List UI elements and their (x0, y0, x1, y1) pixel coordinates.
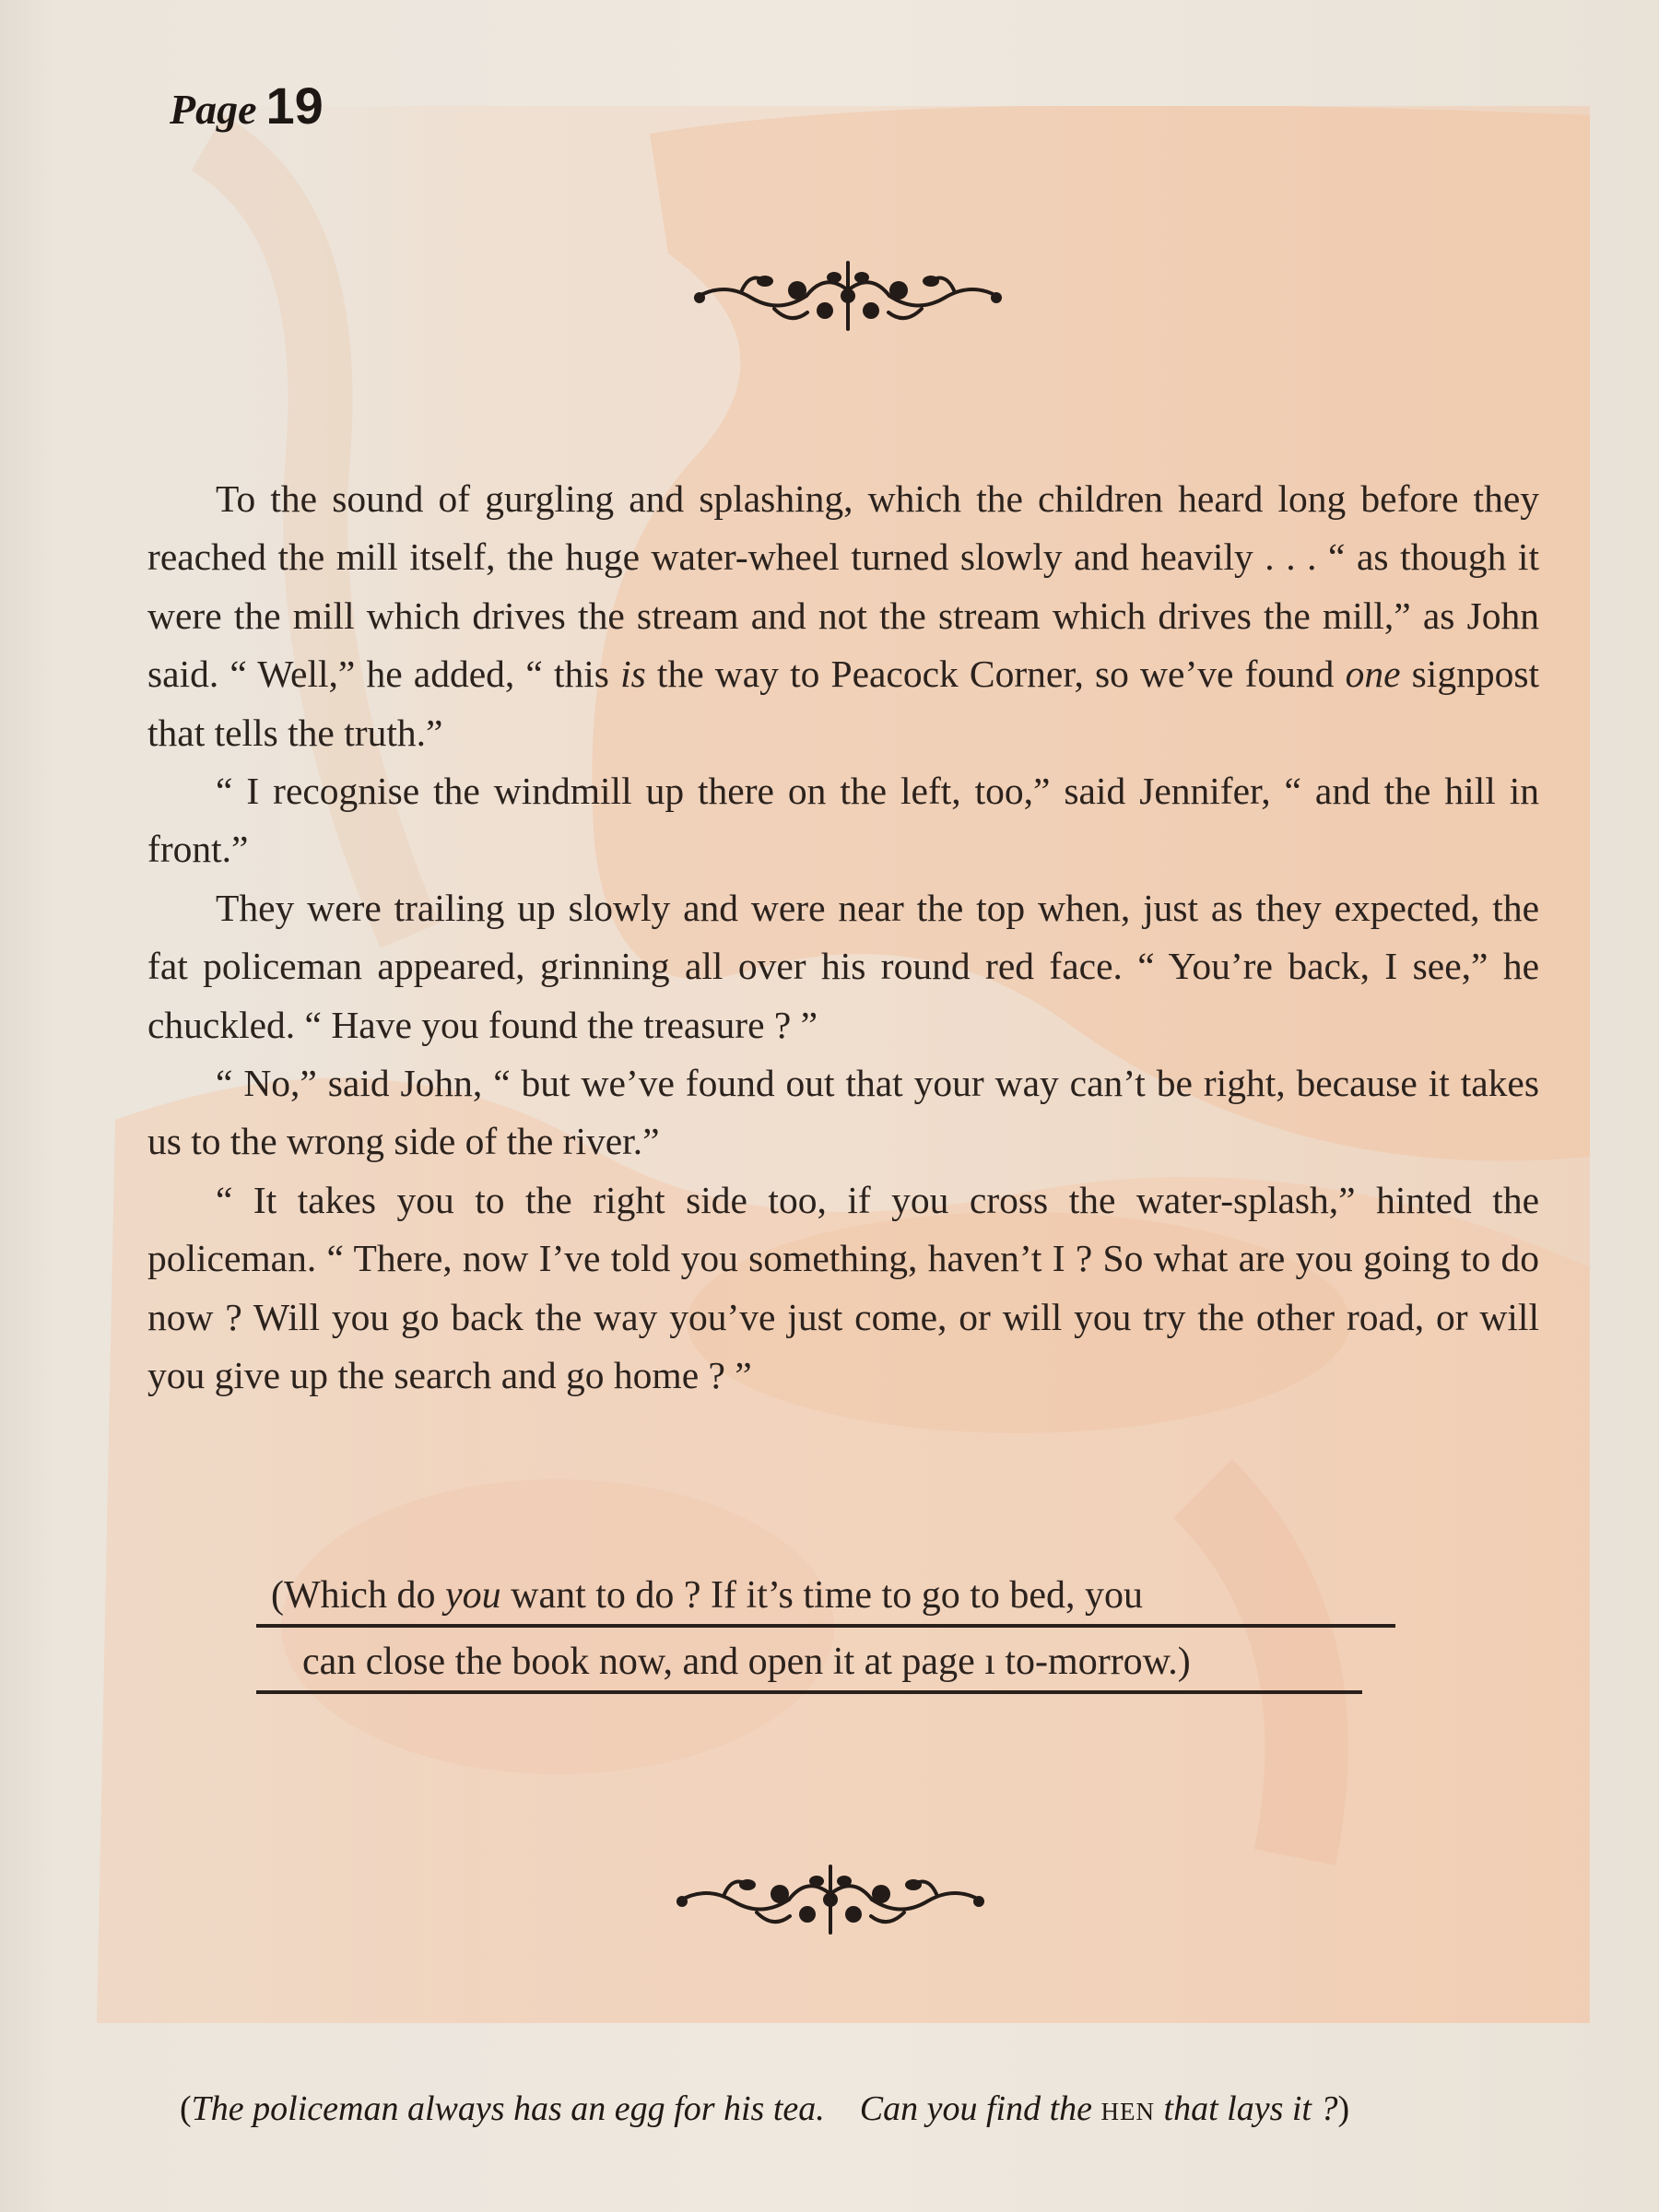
bedtime-note-line-1 (256, 1567, 1395, 1628)
emphasis-is: is (620, 653, 646, 696)
page-label: Page (170, 86, 257, 133)
emphasis-you: you (444, 1574, 501, 1617)
footer-text-3: that lays it ? (1155, 2089, 1338, 2128)
story-paragraph: “ No,” said John, “ but we’ve found out that your way can’t be right, because it takes us to the wrong side of the river.” (147, 1062, 1539, 1163)
story-paragraph: They were trailing up slowly and were near the top when, just as they expected, the fat policeman appeared, grinning all over his round red face. “ You’re back, I see,” he chuckled. “ Have you found the treasure ? ” (147, 886, 1539, 1046)
bedtime-note-text-c: can close the book now, and open it at page ı to-morrow. (302, 1641, 1178, 1683)
footer-close-paren: ) (1337, 2089, 1350, 2128)
footer-text-1: The policeman always has an egg for his tea. (191, 2089, 825, 2128)
story-paragraph: “ It takes you to the right side too, if you cross the water-splash,” hinted the policeman. “ There, now I’ve told you something, haven’t I ? So what are you going to do now ? Will you go back the way you’ve just come, or will you try the other road, or will you give up the search and go home ? ” (147, 1178, 1539, 1397)
story-paragraph (147, 470, 1539, 762)
story-paragraph-1-mid: the way to Peacock Corner, so we’ve found (645, 653, 1346, 696)
footer-text-2: Can you find the (859, 2089, 1101, 2128)
floral-ornament-top (687, 253, 1009, 336)
footer-puzzle (180, 2088, 1488, 2129)
floral-ornament-bottom (669, 1857, 992, 1940)
close-paren: ) (1177, 1641, 1191, 1683)
bedtime-note-text-a: Which do (284, 1574, 445, 1617)
bedtime-note-text-b: want to do ? If it’s time to go to bed, you (500, 1574, 1144, 1617)
bedtime-note-line-2 (256, 1633, 1362, 1694)
open-paren: ( (271, 1574, 284, 1617)
bedtime-note (256, 1567, 1399, 1694)
footer-open-paren: ( (180, 2089, 192, 2128)
page-number-value: 19 (265, 76, 324, 135)
story-paragraph-1-end: signpost that tells the truth.” (147, 653, 1539, 754)
story-paragraph: “ I recognise the windmill up there on the left, too,” said Jennifer, “ and the hill in front.” (147, 770, 1539, 871)
page-number (170, 76, 324, 135)
story-paragraph-1-start: To the sound of gurgling and splashing, which the children heard long before they reached the mill itself, the huge water-wheel turned slowly and heavily . . . “ as though it were the mill which drives the stream and not the stream which drives the mill,” as John said. “ Well,” he added, “ this (147, 477, 1539, 696)
story-text (147, 470, 1539, 1406)
emphasis-one: one (1345, 653, 1401, 696)
footer-hen: hen (1100, 2089, 1156, 2128)
